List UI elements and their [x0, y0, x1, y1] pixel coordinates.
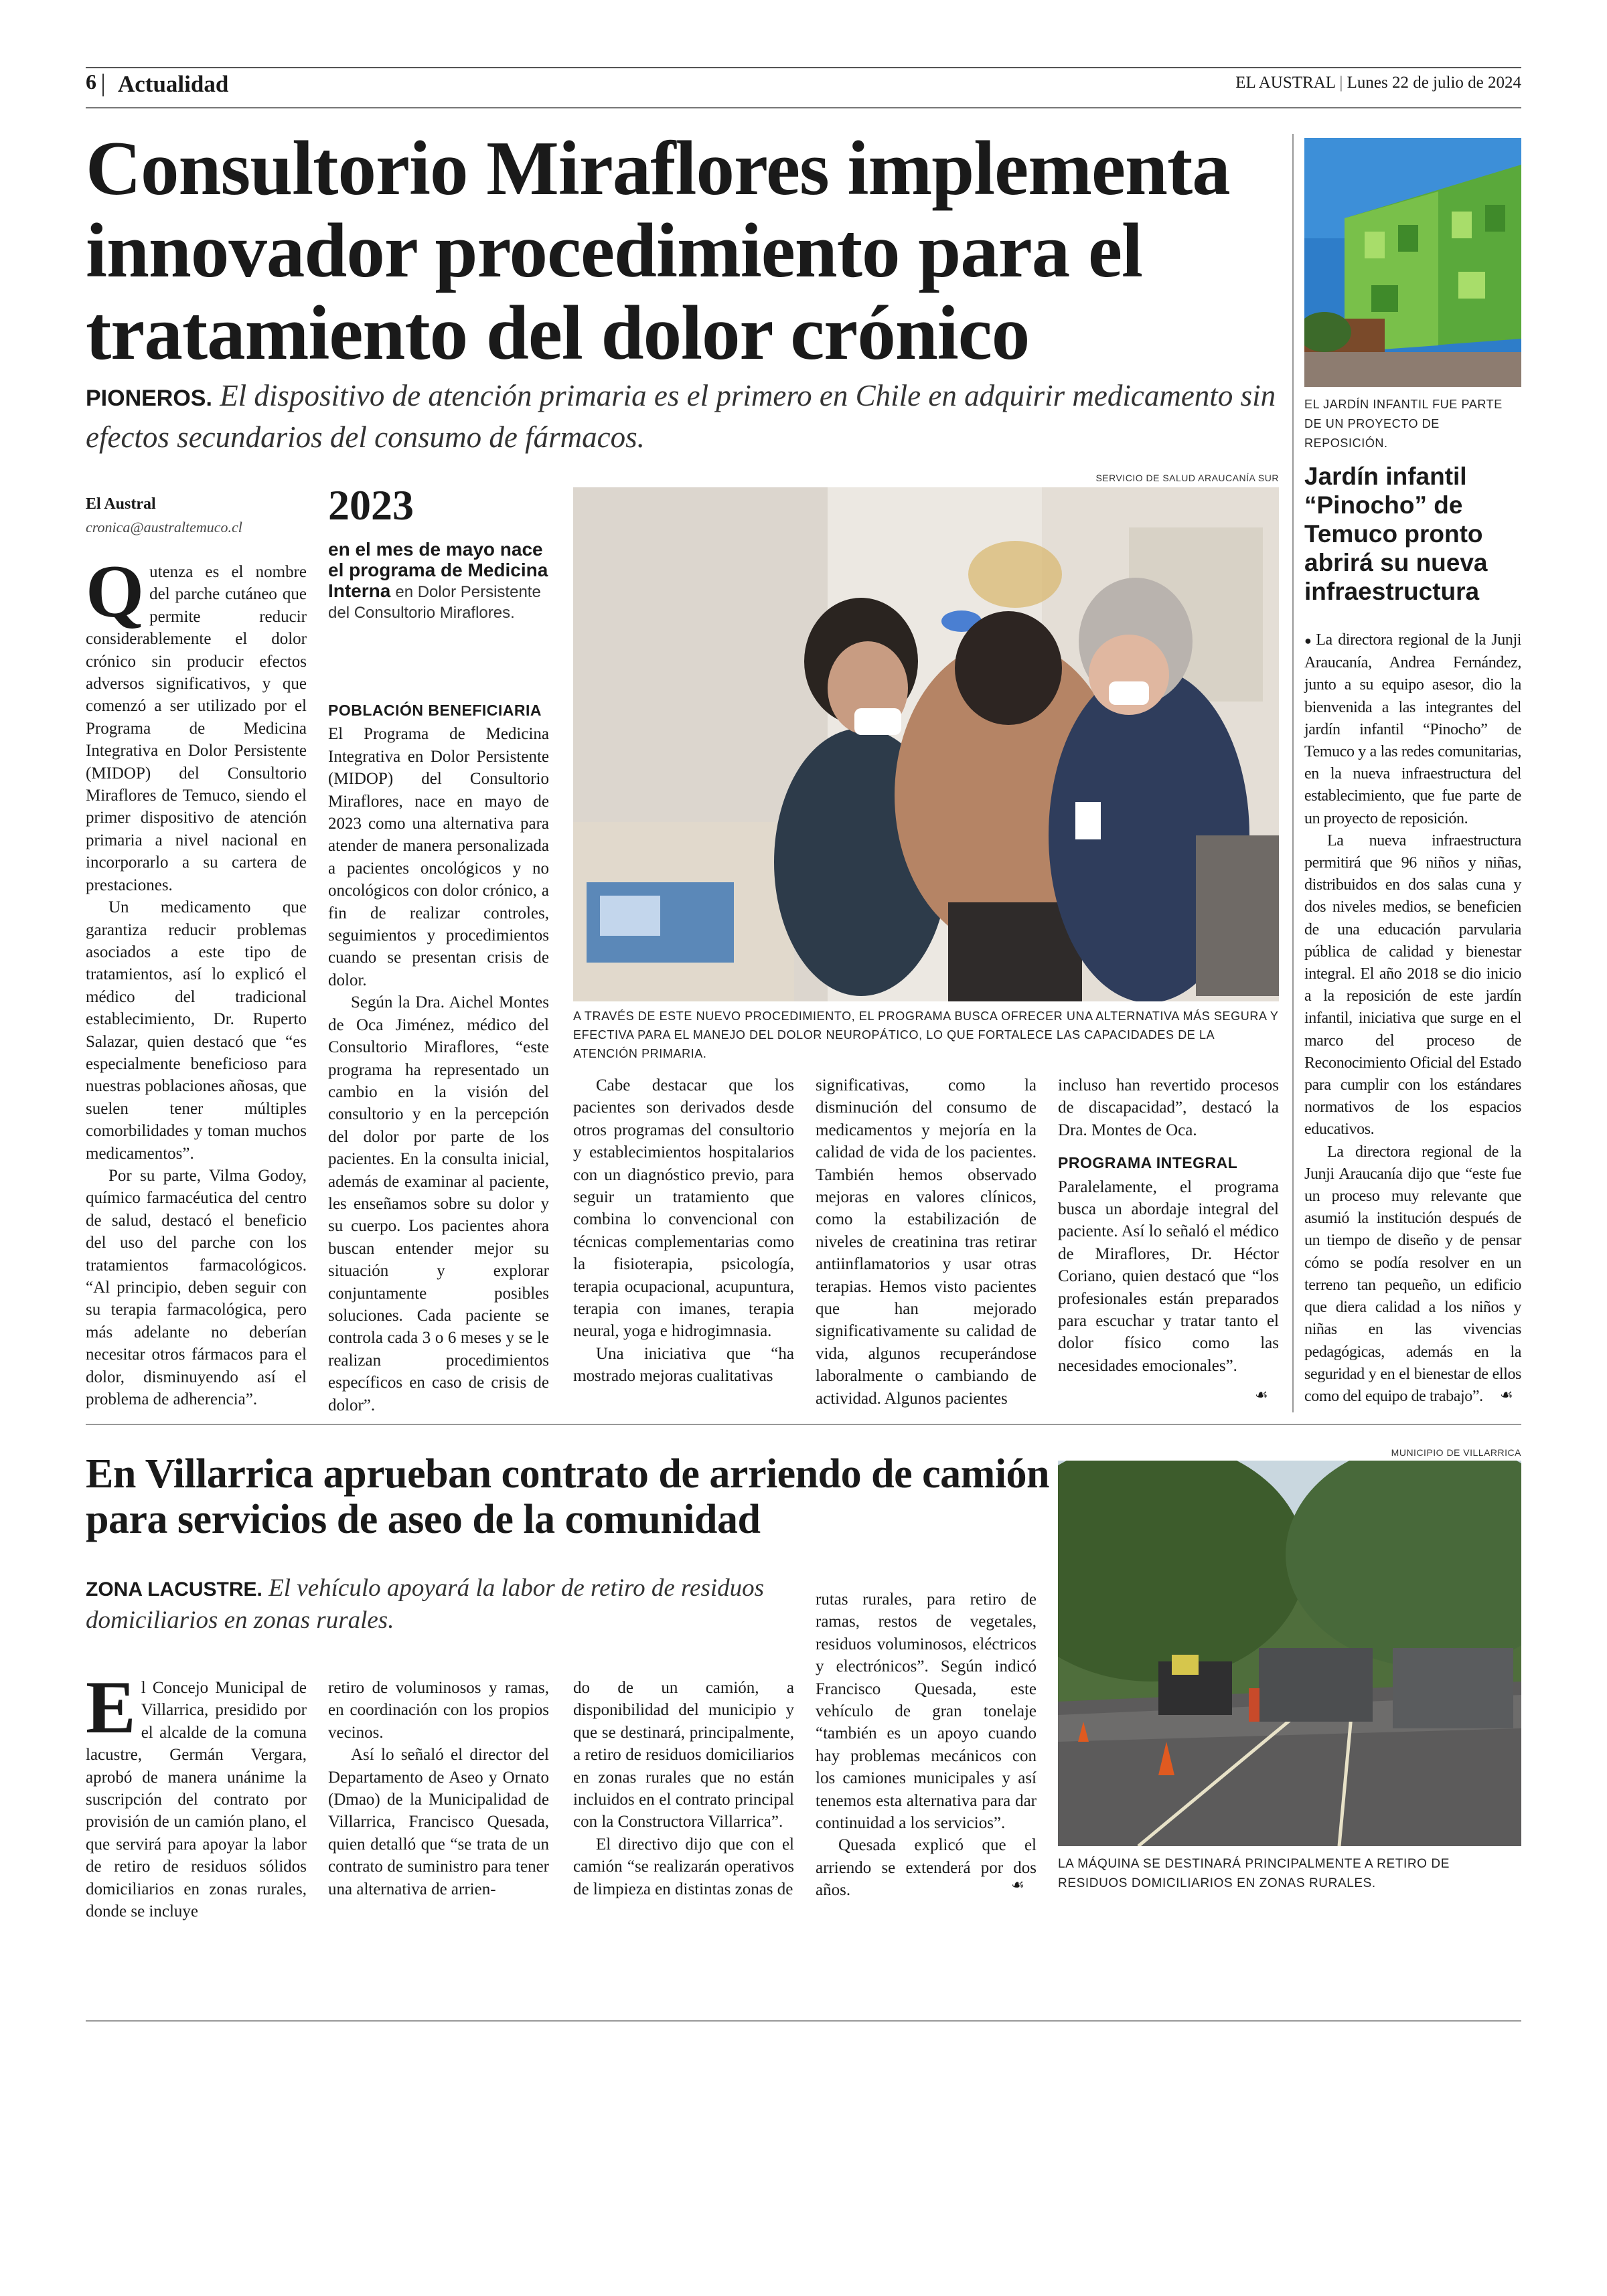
- main-col5-p1: incluso han revertido procesos de discapacidad”, destacó la Dra. Montes de Oca.: [1058, 1076, 1279, 1139]
- second-dropcap: E: [86, 1666, 136, 1749]
- factbox-rest: en Dolor Persistente del Consultorio Miraflores.: [328, 583, 541, 622]
- main-col5-p2: Paralelamente, el programa busca un abordaje integral del paciente. Así lo señaló el médico de Miraflores, Dr. Héctor Coriano, quien destacó que “los profesionales están preparados para escuchar y tratar tanto el dolor físico como las necesidades emocionales”.: [1058, 1177, 1279, 1375]
- sidebar-photo: [1304, 138, 1521, 387]
- second-photo-caption: LA MÁQUINA SE DESTINARÁ PRINCIPALMENTE A RETIRO DE RESIDUOS DOMICILIARIOS EN ZONAS RURALES.: [1058, 1857, 1450, 1890]
- main-photo: [573, 487, 1279, 1001]
- main-col2-p1: El Programa de Medicina Integrativa en Dolor Persistente (MIDOP) del Consultorio Miraflores, nace en mayo de 2023 como una alternativa para atender de manera personalizada a pacientes oncológicos y no oncológicos con dolor crónico, a fin de realizar controles, seguimientos y procedimientos cuando se presentan crisis de dolor.: [328, 725, 549, 989]
- sidebar-end-mark: ☙: [1500, 1387, 1513, 1404]
- second-col1-p1: l Concejo Municipal de Villarrica, presidido por el alcalde de la comuna lacustre, Germán Vergara, aprobó de manera unánime la suscripción del contrato por provisión de un camión plano, el que servirá para apoyar la labor de retiro de residuos sólidos domiciliarios en zonas rurales, donde se incluye: [86, 1679, 307, 1921]
- factbox-year: 2023: [328, 481, 414, 529]
- main-col2-p2: Según la Dra. Aichel Montes de Oca Jiménez, médico del Consultorio Miraflores, “este programa ha representado un cambio en la visión del consultorio y en la percepción del dolor por parte de los pacientes. En la consulta inicial, además de examinar al paciente, les enseñamos sobre su dolor y su cuerpo. Los pacientes ahora buscan entender mejor su situación y explorar conjuntamente posibles soluciones. Cada paciente se controla cada 3 o 6 meses y se le realizan procedimientos específicos en caso de crisis de dolor”.: [328, 993, 549, 1414]
- main-photo-caption: A TRAVÉS DE ESTE NUEVO PROCEDIMIENTO, EL PROGRAMA BUSCA OFRECER UNA ALTERNATIVA MÁS SEGURA Y EFECTIVA PARA EL MANEJO DEL DOLOR NEUROPÁTICO, LO QUE FORTALECE LAS CAPACIDADES DE LA ATENCIÓN PRIMARIA.: [573, 1009, 1279, 1060]
- second-col3-p2: El directivo dijo que con el camión “se realizarán operativos de limpieza en distintas zonas de: [573, 1835, 794, 1898]
- sidebar-bullet: ●: [1304, 634, 1314, 647]
- second-deck: El vehículo apoyará la labor de retiro de residuos domiciliarios en zonas rurales.: [86, 1574, 765, 1634]
- main-col-2: [328, 693, 549, 1416]
- kindergarten-photo-illustration: [1304, 138, 1521, 387]
- second-photo-credit: MUNICIPIO DE VILLARRICA: [1391, 1447, 1521, 1458]
- main-subhead-programa: PROGRAMA INTEGRAL: [1058, 1154, 1238, 1172]
- main-col-3: [573, 1074, 794, 1388]
- clinic-photo-illustration: [573, 487, 1279, 1001]
- sidebar-photo-caption: EL JARDÍN INFANTIL FUE PARTE DE UN PROYECTO DE REPOSICIÓN.: [1304, 398, 1503, 450]
- byline-email: cronica@australtemuco.cl: [86, 519, 242, 536]
- truck-road-photo-illustration: [1058, 1461, 1521, 1846]
- second-col3-p1: do de un camión, a disponibilidad del municipio y que se destinará, principalmente, a retiro de residuos domiciliarios en zonas rurales que no están incluidos en el contrato principal con la Constructora Villarrica”.: [573, 1679, 794, 1831]
- second-col2-p1: retiro de voluminosos y ramas, en coordinación con los propios vecinos.: [328, 1679, 549, 1742]
- main-col-1: [86, 550, 307, 1410]
- sidebar-p2: La nueva infraestructura permitirá que 96 niños y niñas, distribuidos en dos salas cuna y dos niveles medios, se beneficien de una educación parvularia pública de calidad y bienestar integral. El año 2018 se dio inicio a la reposición de este jardín infantil, iniciativa que surge en el marco del proceso de Reconocimiento Oficial del Estado para cumplir con los estándares normativos de los espacios educativos.: [1304, 831, 1521, 1139]
- second-col-3: [573, 1677, 794, 1900]
- second-col-2: [328, 1677, 549, 1900]
- main-subtitle: [86, 376, 1291, 457]
- main-photo-credit: SERVICIO DE SALUD ARAUCANÍA SUR: [1095, 473, 1279, 483]
- sidebar-headline: Jardín infantil “Pinocho” de Temuco pronto abrirá su nueva infraestructura: [1304, 463, 1488, 605]
- second-col2-p2: Así lo señaló el director del Departamento de Aseo y Ornato (Dmao) de la Municipalidad de Villarrica, Francisco Quesada, quien detalló que “se trata de un contrato de suministro para tener una alternativa de arrien-: [328, 1746, 549, 1898]
- main-headline: Consultorio Miraflores implementa innovador procedimiento para el tratamiento del dolor crónico: [86, 126, 1230, 376]
- factbox: [328, 482, 549, 623]
- main-end-mark: ☙: [1255, 1387, 1268, 1404]
- main-col1-p1: utenza es el nombre del parche cutáneo que permite reducir considerablemente el dolor crónico sin producir efectos adversos significativos, y que comenzó a ser utilizado por el Programa de Medicina Integrativa en Dolor Persistente (MIDOP) del Consultorio Miraflores de Temuco, siendo el primer dispositivo de atención primaria a nivel nacional en incorporarlo a su cartera de prestaciones.: [86, 563, 307, 894]
- main-col1-p3: Por su parte, Vilma Godoy, químico farmacéutica del centro de salud, destacó el beneficio del uso del parche con los tratamientos farmacológicos. “Al principio, deben seguir con su terapia farmacológica, pero más adelante no deberían necesitar otros fármacos para el dolor, disminuyendo así el problema de adherencia”.: [86, 1166, 307, 1409]
- sidebar-p1: La directora regional de la Junji Araucanía, Andrea Fernández, junto a su equipo asesor, dio la bienvenida a las integrantes del jardín infantil “Pinocho” de Temuco y a las redes comunitarias, en la nueva infraestructura del establecimiento, que fue parte de un proyecto de reposición.: [1304, 631, 1521, 827]
- second-kicker: ZONA LACUSTRE.: [86, 1578, 262, 1601]
- sidebar-p3: La directora regional de la Junji Araucanía dijo que “este fue un proceso muy relevante que asumió la institución después de un tiempo de diseño y de pensar cómo se podía resolver en un terreno tan pequeño, un edificio que diera calidad a los niños y niñas en las vivencias pedagógicas, además en la seguridad y en el bienestar de ellos como del equipo de trabajo”.: [1304, 1143, 1521, 1405]
- header-divider: [102, 74, 104, 96]
- bottom-rule: [86, 2020, 1521, 2022]
- second-col4-p2: Quesada explicó que el arriendo se extenderá por dos años.: [816, 1836, 1037, 1900]
- main-col1-p2: Un medicamento que garantiza reducir problemas asociados a este tipo de tratamientos, así lo explicó el médico del tradicional establecimiento, Dr. Ruperto Salazar, quien destacó que “es especialmente beneficioso para nuestras poblaciones añosas, que suelen tener múltiples comorbilidades y toman muchos medicamentos”.: [86, 898, 307, 1163]
- main-deck: El dispositivo de atención primaria es el primero en Chile en adquirir medicamento sin efectos secundarios del consumo de fármacos.: [86, 379, 1276, 454]
- main-col4-p1: significativas, como la disminución del consumo de medicamentos y mejoría en la calidad de vida de los pacientes. También hemos observado mejoras en valores clínicos, como la estabilización de niveles de creatinina tras retirar antiinflamatorios y usar otras terapias. Hemos visto pacientes que han mejorado significativamente su calidad de vida, algunos recuperándose laboralmente o cambiando de actividad. Algunos pacientes: [816, 1076, 1037, 1408]
- publication-date: Lunes 22 de julio de 2024: [1347, 74, 1521, 92]
- main-col3-p2: Una iniciativa que “ha mostrado mejoras cualitativas: [573, 1344, 794, 1386]
- main-col3-p1: Cabe destacar que los pacientes son derivados desde otros programas del consultorio y establecimientos hospitalarios con un diagnóstico previo, para seguir un tratamiento que combina lo convencional con técnicas complementarias como la fisioterapia, psicología, terapia ocupacional, acupuntura, terapia con imanes, terapia neural, yoga e hidrogimnasia.: [573, 1076, 794, 1341]
- second-subtitle: [86, 1573, 782, 1636]
- second-col4-p1: rutas rurales, para retiro de ramas, restos de vegetales, residuos voluminosos, eléctricos y electrónicos”. Según indicó Francisco Quesada, este vehículo de gran tonelaje “también es un apoyo cuando hay problemas mecánicos con los camiones municipales y así tenemos esta alternativa para dar continuidad a los servicios”.: [816, 1590, 1037, 1833]
- sidebar-rule: [1292, 134, 1294, 1412]
- main-col-4: [816, 1074, 1037, 1410]
- main-subhead-poblacion: POBLACIÓN BENEFICIARIA: [328, 702, 542, 719]
- second-headline: En Villarrica aprueban contrato de arriendo de camión para servicios de aseo de la comunidad: [86, 1451, 1050, 1542]
- main-col-5: [1058, 1074, 1279, 1377]
- second-col-4: [816, 1588, 1037, 1902]
- second-photo: [1058, 1461, 1521, 1846]
- main-kicker: PIONEROS.: [86, 386, 212, 411]
- header-masthead: EL AUSTRAL | Lunes 22 de julio de 2024: [1235, 74, 1521, 92]
- second-col-1: [86, 1666, 307, 1922]
- section-divider: [86, 1424, 1521, 1425]
- publication-name: EL AUSTRAL: [1235, 74, 1336, 92]
- page-number: 6: [86, 70, 96, 94]
- section-label: Actualidad: [118, 71, 229, 97]
- second-end-mark: ☙: [1011, 1877, 1024, 1894]
- main-dropcap: Q: [86, 550, 145, 633]
- factbox-bold: en el mes de mayo nace el programa de Medicina Interna: [328, 539, 548, 601]
- byline-author: El Austral: [86, 495, 156, 513]
- sidebar-body: [1304, 629, 1521, 1408]
